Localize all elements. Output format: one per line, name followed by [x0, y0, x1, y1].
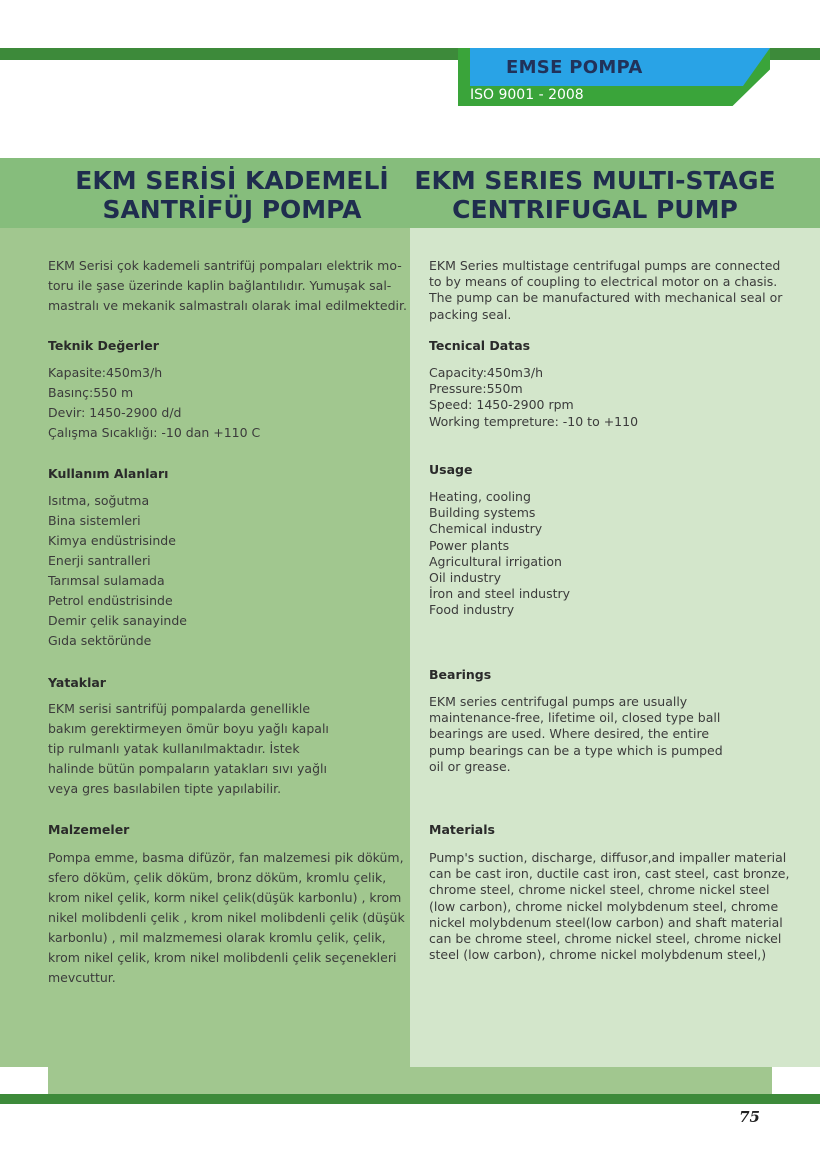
en-usage-heading: Usage [429, 462, 473, 477]
footer-stripe [0, 1094, 820, 1104]
tr-tech-list: Kapasite:450m3/h Basınç:550 m Devir: 1450-2900 d/d Çalışma Sıcaklığı: -10 dan +110 C [48, 365, 261, 440]
tr-materials-heading: Malzemeler [48, 822, 130, 837]
brand-name: EMSE POMPA [506, 57, 643, 78]
en-bearings-text: EKM series centrifugal pumps are usually maintenance-free, lifetime oil, closed type ball bearings are used. Where desired, the entire pump bearings can be a type which is pumped oil or grease. [429, 694, 723, 774]
title-english: EKM SERIES MULTI-STAGE CENTRIFUGAL PUMP [414, 166, 776, 224]
tr-materials-text: Pompa emme, basma difüzör, fan malzemesi pik döküm, sfero döküm, çelik döküm, bronz döküm, kromlu çelik, krom nikel çelik, korm nikel çelik(düşük karbonlu) , krom nikel molibdenli çelik , krom nikel molibdenli çelik (düşük karbonlu) , mil malzmemesi olarak kromlu çelik, çelik, krom nikel çelik, krom nikel molibdenli çelik seçenekleri mevcuttur. [48, 850, 405, 985]
footer-band [48, 1067, 772, 1094]
tr-bearings-text: EKM serisi santrifüj pompalarda genellikle bakım gerektirmeyen ömür boyu yağlı kapalı tip rulmanlı yatak kullanılmaktadır. İstek halinde bütün pompaların yatakları sıvı yağlı veya gres basılabilen tipte yapılabilir. [48, 701, 329, 796]
en-materials-text: Pump's suction, discharge, diffusor,and impaller material can be cast iron, ductile cast iron, cast steel, cast bronze, chrome steel, chrome nickel steel, chrome nickel steel (low carbon), chrome nickel molybdenum steel, chrome nickel molybdenum steel(low carbon) and shaft material can be chrome steel, chrome nickel steel, chrome nickel steel (low carbon), chrome nickel molybdenum steel,) [429, 850, 790, 963]
title-turkish: EKM SERİSİ KADEMELİ SANTRİFÜJ POMPA [75, 166, 389, 224]
tr-intro: EKM Serisi çok kademeli santrifüj pompaları elektrik mo- toru ile şase üzerinde kaplin bağlantılıdır. Yumuşak sal- mastralı ve mekanik salmastralı olarak imal edilmektedir. [48, 258, 407, 313]
en-bearings-heading: Bearings [429, 667, 492, 682]
en-intro: EKM Series multistage centrifugal pumps are connected to by means of coupling to electrical motor on a chasis. The pump can be manufactured with mechanical seal or packing seal. [429, 258, 783, 322]
en-usage-list: Heating, cooling Building systems Chemical industry Power plants Agricultural irrigation Oil industry İron and steel industry Food industry [429, 489, 571, 618]
tr-usage-list: Isıtma, soğutma Bina sistemleri Kimya endüstrisinde Enerji santralleri Tarımsal sulamada Petrol endüstrisinde Demir çelik sanayinde Gıda sektöründe [48, 493, 187, 648]
en-tech-heading: Tecnical Datas [429, 338, 531, 353]
en-tech-list: Capacity:450m3/h Pressure:550m Speed: 1450-2900 rpm Working tempreture: -10 to +110 [429, 365, 639, 429]
tr-bearings-heading: Yataklar [48, 675, 106, 690]
page-number: 75 [739, 1108, 760, 1126]
tr-usage-heading: Kullanım Alanları [48, 466, 169, 481]
en-materials-heading: Materials [429, 822, 495, 837]
iso-certificate: ISO 9001 - 2008 [470, 87, 584, 103]
tr-tech-heading: Teknik Değerler [48, 338, 159, 353]
